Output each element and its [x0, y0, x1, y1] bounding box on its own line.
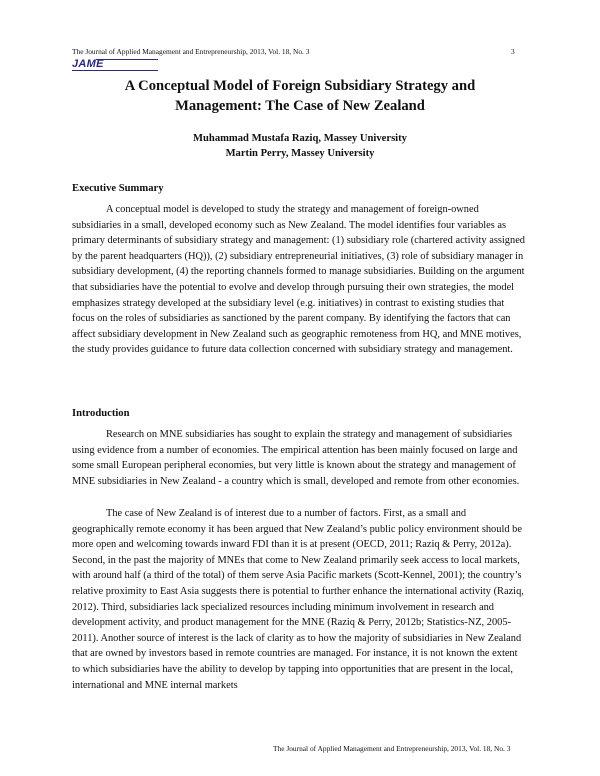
- author-2: Martin Perry, Massey University: [225, 148, 375, 159]
- author-1: Muhammad Mustafa Raziq, Massey University: [193, 133, 407, 144]
- logo-rule-top: [96, 59, 158, 60]
- logo-text: JAME: [72, 58, 104, 70]
- page-number: 3: [511, 47, 515, 56]
- logo-rule-bottom: [72, 70, 158, 71]
- executive-summary-paragraph: A conceptual model is developed to study the strategy and management of foreign-owned subsidiaries in a small, developed economy such as New Zealand. The model identifies four variables as primary determinants of subsidiary strategy and management: (1) subsidiary role (chartered activity assigned by the parent headquarters (HQ)), (2) subsidiary entrepreneurial initiatives, (3) role of subsidiary manager in subsidiary development, (4) the reporting channels formed to manage subsidiaries. Building on the argument that subsidiaries have the potential to evolve and develop through pursuing their own strategies, the model emphasizes strategy developed at the subsidiary level (e.g. initiatives) in contrast to existing studies that focus on the roles of subsidiaries as sanctioned by the parent company. By identifying the factors that can affect subsidiary development in New Zealand such as geographic remoteness from HQ, and MNE motives, the study provides guidance to future data collection concerned with subsidiary strategy and management.: [72, 204, 526, 356]
- title-line-1: A Conceptual Model of Foreign Subsidiary Strategy and: [124, 78, 476, 94]
- author-block: [90, 131, 510, 161]
- journal-logo: [72, 58, 158, 72]
- introduction-paragraph-1: Research on MNE subsidiaries has sought to explain the strategy and management of subsidiaries using evidence from a number of economies. The empirical attention has been mainly focused on large and some small European peripheral economies, but very little is known about the strategy and management of MNE subsidiaries in New Zealand - a country which is small, developed and remote from other economies.: [72, 429, 520, 487]
- introduction-paragraph-2: The case of New Zealand is of interest due to a number of factors. First, as a small and geographically remote economy it has been argued that New Zealand’s public policy environment should be more open and welcoming towards inward FDI than it is at present (OECD, 2011; Raziq & Perry, 2012a). Second, in the past the majority of MNEs that come to New Zealand primarily seek access to local markets, with around half (a third of the total) of them serve Asia Pacific markets (Scott-Kennel, 2001); the country’s relative proximity to East Asia suggests there is potential to further enhance the international activity (Raziq, 2012). Third, subsidiaries lack specialized resources including minimum involvement in research and development activity, and product management for the MNE (Raziq & Perry, 2012b; Statistics-NZ, 2005-2011). Another source of interest is the lack of clarity as to how the majority of subsidiaries in New Zealand that are owned by investors based in remote countries are managed. For instance, it is not known the extent to which subsidiaries have the ability to develop by tapping into opportunities that are present in the local, international and MNE internal markets: [72, 508, 524, 691]
- executive-summary-heading: Executive Summary: [72, 183, 164, 194]
- introduction-heading: Introduction: [72, 408, 130, 419]
- title-line-2: Management: The Case of New Zealand: [175, 98, 425, 114]
- running-footer: The Journal of Applied Management and Entrepreneurship, 2013, Vol. 18, No. 3: [273, 744, 511, 753]
- article-title: [90, 76, 510, 116]
- running-header: The Journal of Applied Management and Entrepreneurship, 2013, Vol. 18, No. 3: [72, 47, 310, 56]
